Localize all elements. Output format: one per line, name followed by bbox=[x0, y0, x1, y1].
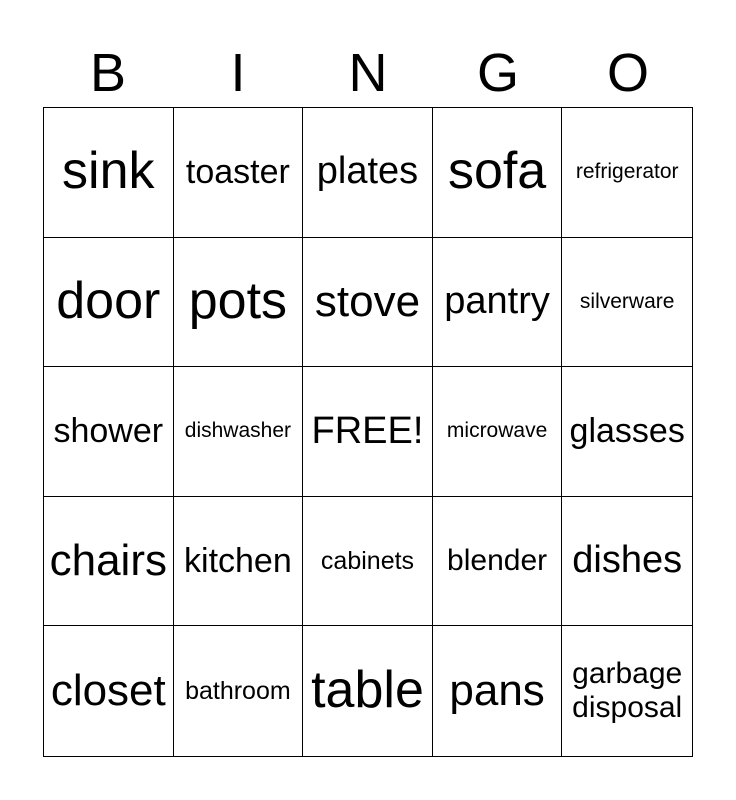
bingo-cell[interactable] bbox=[303, 238, 433, 368]
bingo-cell[interactable] bbox=[303, 626, 433, 756]
cell-label-line: disposal bbox=[572, 691, 683, 725]
cell-label: pans bbox=[449, 665, 545, 715]
cell-label: silverware bbox=[579, 289, 675, 313]
cell-label: table bbox=[311, 661, 424, 720]
bingo-cell[interactable] bbox=[562, 108, 692, 238]
cell-label: FREE! bbox=[311, 409, 424, 452]
bingo-cell[interactable] bbox=[174, 108, 304, 238]
cell-label: dishwasher bbox=[184, 419, 291, 443]
cell-label: blender bbox=[447, 543, 548, 577]
bingo-cell[interactable] bbox=[433, 108, 563, 238]
cell-label: chairs bbox=[49, 535, 167, 585]
cell-label: refrigerator bbox=[575, 160, 679, 184]
cell-label: pantry bbox=[444, 280, 550, 323]
bingo-cell[interactable] bbox=[433, 238, 563, 368]
bingo-cell[interactable] bbox=[44, 626, 174, 756]
header-letter-b: B bbox=[89, 43, 127, 103]
cell-label: sofa bbox=[447, 142, 547, 201]
cell-label: closet bbox=[50, 665, 166, 715]
bingo-header bbox=[43, 38, 693, 108]
cell-label: kitchen bbox=[184, 541, 292, 580]
bingo-cell[interactable] bbox=[174, 497, 304, 627]
bingo-cell[interactable] bbox=[562, 367, 692, 497]
bingo-cell[interactable] bbox=[174, 626, 304, 756]
bingo-cell[interactable] bbox=[433, 497, 563, 627]
header-letter-n: N bbox=[348, 43, 388, 103]
cell-label: sink bbox=[62, 142, 155, 201]
bingo-cell[interactable] bbox=[562, 497, 692, 627]
bingo-cell[interactable] bbox=[562, 626, 692, 756]
bingo-cell[interactable] bbox=[303, 108, 433, 238]
free-space-cell[interactable] bbox=[303, 367, 433, 497]
bingo-cell[interactable] bbox=[44, 238, 174, 368]
bingo-cell[interactable] bbox=[562, 238, 692, 368]
bingo-cell[interactable] bbox=[303, 497, 433, 627]
cell-label: stove bbox=[314, 276, 421, 326]
cell-label: bathroom bbox=[185, 676, 291, 705]
bingo-cell[interactable] bbox=[174, 367, 304, 497]
cell-label: plates bbox=[316, 150, 419, 193]
bingo-cell[interactable] bbox=[44, 108, 174, 238]
cell-label: pots bbox=[188, 271, 288, 330]
cell-label: shower bbox=[53, 411, 164, 450]
header-letter-i: I bbox=[230, 43, 246, 103]
header-letter-o: O bbox=[606, 43, 649, 103]
bingo-cell[interactable] bbox=[433, 626, 563, 756]
cell-label: dishes bbox=[572, 539, 683, 582]
cell-label: door bbox=[56, 271, 161, 330]
cell-label bbox=[572, 657, 682, 726]
header-letter-g: G bbox=[476, 43, 519, 103]
cell-label: cabinets bbox=[320, 546, 415, 575]
cell-label: glasses bbox=[569, 411, 685, 450]
cell-label: microwave bbox=[446, 419, 548, 443]
bingo-cell[interactable] bbox=[44, 497, 174, 627]
bingo-board bbox=[43, 107, 693, 757]
bingo-cell[interactable] bbox=[174, 238, 304, 368]
cell-label: toaster bbox=[185, 152, 290, 191]
bingo-cell[interactable] bbox=[44, 367, 174, 497]
cell-label-line: garbage bbox=[572, 656, 683, 690]
bingo-cell[interactable] bbox=[433, 367, 563, 497]
